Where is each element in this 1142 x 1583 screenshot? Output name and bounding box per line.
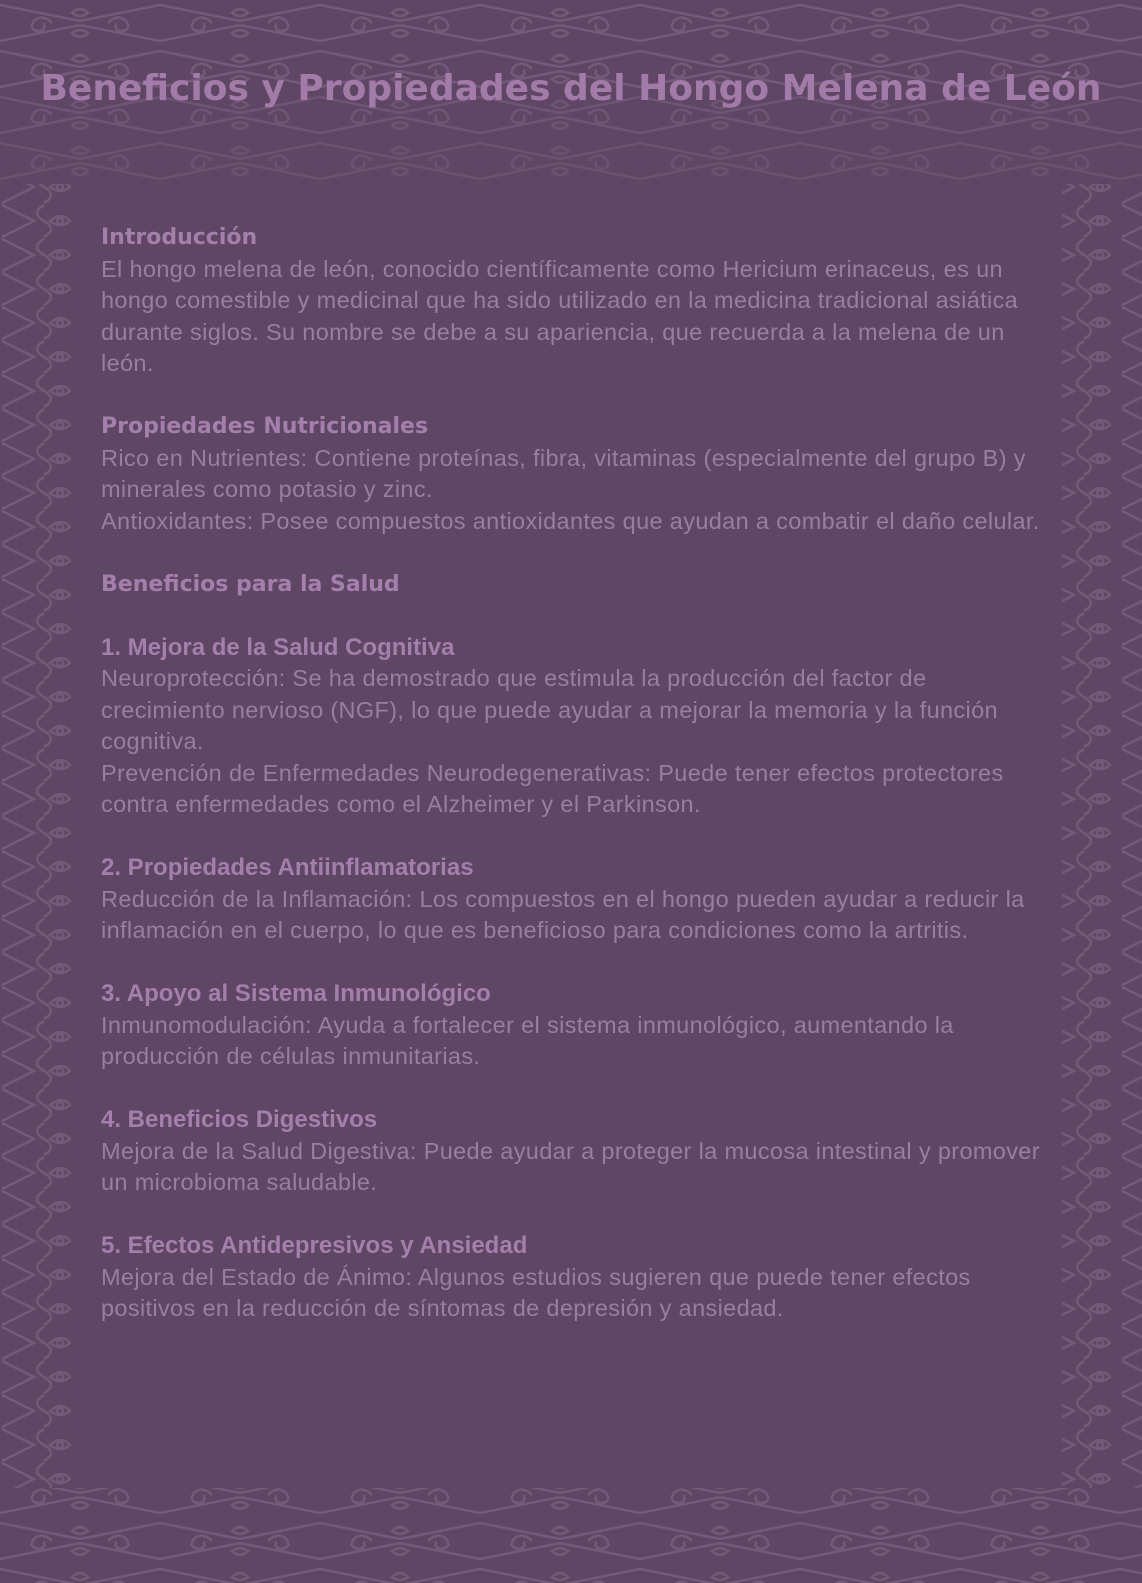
health-benefits-heading: Beneficios para la Salud [101,571,400,597]
intro-heading: Introducción [101,225,258,250]
section-item: Reducción de la Inflamación: Los compuestos en el hongo pueden ayudar a reducir la inflamación en el cuerpo, lo que es beneficioso para condiciones como la artritis. [101,885,1025,943]
article-body [101,222,1041,1325]
section-item: Mejora del Estado de Ánimo: Algunos estudios sugieren que puede tener efectos positivos en la reducción de síntomas de depresión y ansiedad. [101,1263,971,1321]
section-title: 3. Apoyo al Sistema Inmunológico [101,980,491,1007]
intro-text: El hongo melena de león, conocido científicamente como Hericium erinaceus, es un hongo comestible y medicinal que ha sido utilizado en la medicina tradicional asiática durante siglos. Su nombre se debe a su apariencia, que recuerda a la melena de un león. [101,255,1019,376]
section-title: 5. Efectos Antidepresivos y Ansiedad [101,1232,528,1259]
nutritional-heading: Propiedades Nutricionales [101,414,429,439]
section-item: Inmunomodulación: Ayuda a fortalecer el sistema inmunológico, aumentando la producción de células inmunitarias. [101,1011,954,1069]
nutrient-item: Rico en Nutrientes: Contiene proteínas, fibra, vitaminas (especialmente del grupo B) y minerales como potasio y zinc. [101,444,1026,502]
section-item: Neuroprotección: Se ha demostrado que estimula la producción del factor de crecimiento nervioso (NGF), lo que puede ayudar a mejorar la memoria y la función cognitiva. [101,665,998,754]
section-title: 2. Propiedades Antiinflamatorias [101,854,474,881]
antioxidant-item: Antioxidantes: Posee compuestos antioxidantes que ayudan a combatir el daño celular. [101,507,1040,534]
section-title: 4. Beneficios Digestivos [101,1106,378,1133]
section-item: Prevención de Enfermedades Neurodegenerativas: Puede tener efectos protectores contra enfermedades como el Alzheimer y el Parkinson. [101,759,1004,817]
page-title: Beneficios y Propiedades del Hongo Melena de León [40,68,1102,110]
section-item: Mejora de la Salud Digestiva: Puede ayudar a proteger la mucosa intestinal y promover un microbioma saludable. [101,1137,1040,1195]
section-title: 1. Mejora de la Salud Cognitiva [101,633,455,661]
